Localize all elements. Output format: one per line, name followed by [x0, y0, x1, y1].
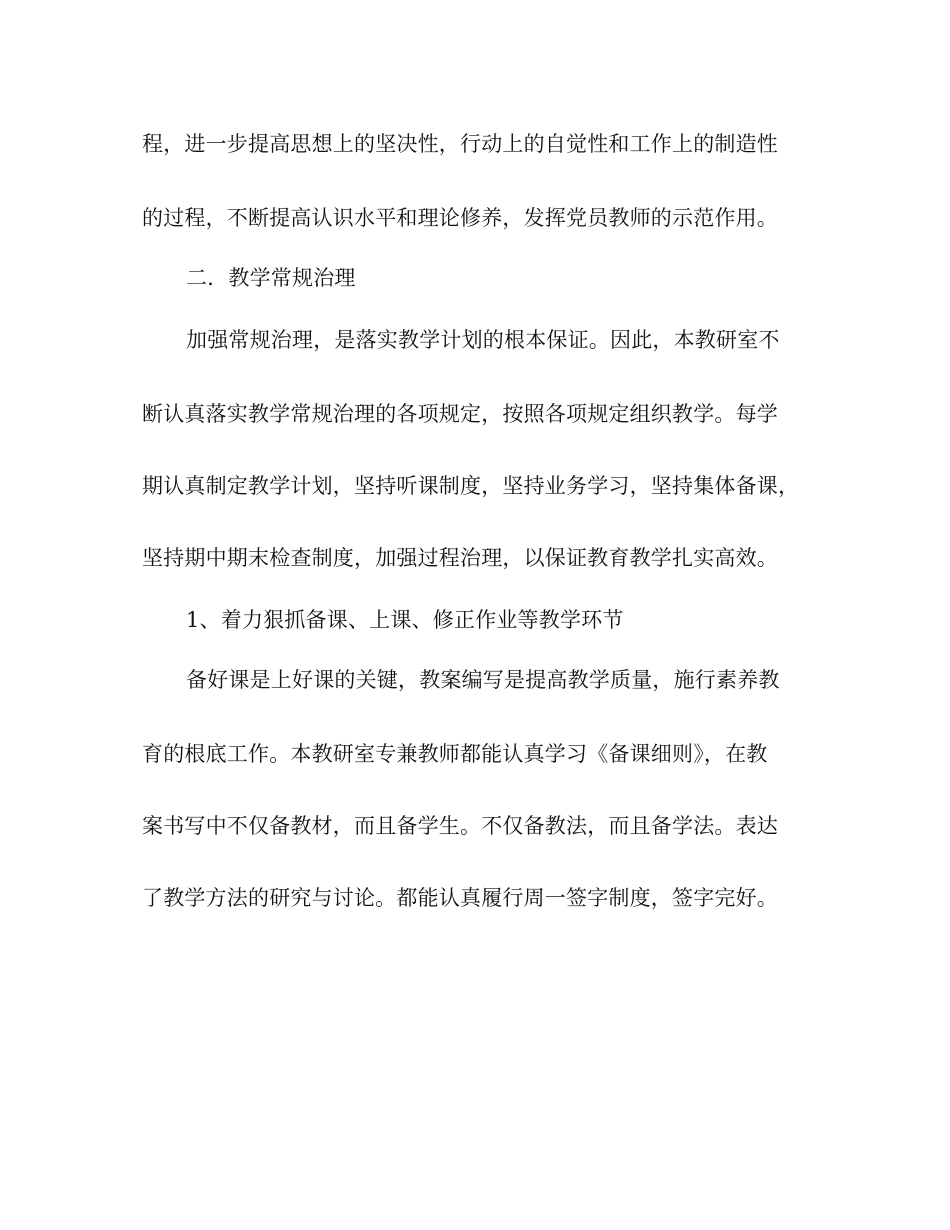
- section-heading: 二．教学常规治理: [186, 266, 356, 290]
- text-line-12: 了教学方法的研究与讨论。都能认真履行周一签字制度，签字完好。: [142, 886, 778, 910]
- text-line-1: 程，进一步提高思想上的坚决性，行动上的自觉性和工作上的制造性: [142, 132, 778, 156]
- text-line-10: 育的根底工作。本教研室专兼教师都能认真学习《备课细则》，在教: [142, 742, 768, 766]
- text-line-11: 案书写中不仅备教材，而且备学生。不仅备教法，而且备学法。表达: [142, 814, 778, 838]
- text-line-4: 加强常规治理，是落实教学计划的根本保证。因此，本教研室不: [186, 328, 780, 352]
- text-line-2: 的过程，不断提高认识水平和理论修养，发挥党员教师的示范作用。: [142, 206, 778, 230]
- text-line-7: 坚持期中期末检查制度，加强过程治理，以保证教育教学扎实高效。: [142, 546, 778, 570]
- text-line-9: 备好课是上好课的关键，教案编写是提高教学质量，施行素养教: [186, 668, 780, 692]
- text-line-6: 期认真制定教学计划，坚持听课制度，坚持业务学习，坚持集体备课，: [142, 474, 800, 498]
- subsection-heading: 1、着力狠抓备课、上课、修正作业等教学环节: [186, 608, 624, 632]
- text-line-5: 断认真落实教学常规治理的各项规定，按照各项规定组织教学。每学: [142, 402, 778, 426]
